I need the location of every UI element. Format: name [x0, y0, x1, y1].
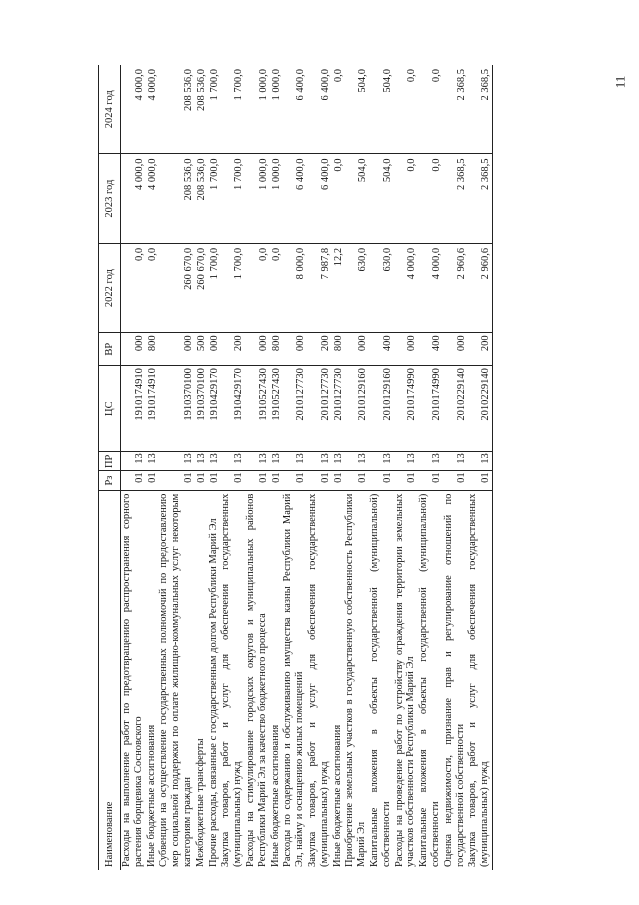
- cell-pr: 13: [270, 452, 283, 471]
- cell-name: Закупка товаров, работ и услуг для обеспечения государственных (муниципальных) нужд: [220, 493, 244, 867]
- cell-cs: 2010229140: [467, 366, 492, 452]
- table-row: [121, 65, 146, 870]
- cell-2023: 504,0: [369, 154, 394, 243]
- cell-rz: 01: [208, 471, 221, 490]
- cell-cs: 2010127730: [307, 366, 332, 452]
- cell-2023: 4 000,0: [121, 154, 146, 243]
- cell-cs: 1910174910: [146, 366, 159, 452]
- cell-2024: 6 400,0: [282, 65, 307, 154]
- cell-rz: 01: [467, 471, 492, 490]
- cell-2024: 504,0: [369, 65, 394, 154]
- table-row: [158, 65, 194, 870]
- cell-pr: 13: [369, 452, 394, 471]
- cell-rz: 01: [332, 471, 345, 490]
- cell-pr: 13: [307, 452, 332, 471]
- cell-2024: 4 000,0: [146, 65, 159, 154]
- cell-cs: 2010229140: [443, 366, 468, 452]
- cell-rz: 01: [418, 471, 443, 490]
- cell-name: Расходы на стимулирование городских округов и муниципальных районов Республики Марий Эл за качество бюджетного процесса: [244, 493, 268, 867]
- cell-name: Субвенции на осуществление государственных полномочий по предоставлению мер социальной поддержки по оплате жилищно-коммунальных услуг некоторым категориям граждан: [158, 493, 193, 867]
- cell-2023: 2 368,5: [443, 154, 468, 243]
- table-row: [467, 65, 492, 870]
- cell-2024: 208 536,0: [158, 65, 194, 154]
- cell-2022: 1 700,0: [220, 243, 245, 332]
- cell-cs: 1910429170: [208, 366, 221, 452]
- cell-vr: 200: [220, 333, 245, 366]
- cell-rz: 01: [121, 471, 146, 490]
- cell-2024: 0,0: [332, 65, 345, 154]
- cell-vr: 000: [443, 333, 468, 366]
- cell-2024: 1 700,0: [208, 65, 221, 154]
- cell-vr: 200: [467, 333, 492, 366]
- cell-vr: 200: [307, 333, 332, 366]
- table-row: [394, 65, 419, 870]
- budget-table-rotated: [98, 65, 625, 870]
- cell-pr: 13: [121, 452, 146, 471]
- cell-vr: 000: [208, 333, 221, 366]
- cell-cs: 1910174910: [121, 366, 146, 452]
- column-header-2022: 2022 год: [99, 243, 121, 332]
- cell-2022: 8 000,0: [282, 243, 307, 332]
- cell-vr: 400: [369, 333, 394, 366]
- cell-2022: 4 000,0: [394, 243, 419, 332]
- cell-2023: 6 400,0: [307, 154, 332, 243]
- cell-pr: 13: [418, 452, 443, 471]
- cell-name: Капитальные вложения в объекты государственной (муниципальной) собственности: [368, 493, 392, 867]
- cell-2022: 12,2: [332, 243, 345, 332]
- cell-2024: 504,0: [344, 65, 369, 154]
- cell-name: Закупка товаров, работ и услуг для обеспечения государственных (муниципальных) нужд: [306, 493, 330, 867]
- table-row: [146, 65, 159, 870]
- cell-name: Расходы на проведение работ по устройству ограждения территории земельных участков собственности Республики Марий Эл: [393, 493, 417, 867]
- cell-rz: 01: [307, 471, 332, 490]
- cell-2023: 0,0: [418, 154, 443, 243]
- cell-2023: 2 368,5: [467, 154, 492, 243]
- cell-cs: 2010174990: [394, 366, 419, 452]
- cell-name: Приобретение земельных участков в государственную собственность Республики Марий Эл: [344, 493, 368, 867]
- cell-2024: 2 368,5: [443, 65, 468, 154]
- cell-2022: 630,0: [369, 243, 394, 332]
- cell-rz: 01: [344, 471, 369, 490]
- column-header-name: Наименование: [99, 490, 121, 870]
- cell-name: Иные бюджетные ассигнования: [331, 724, 343, 867]
- column-header-pr: ПР: [99, 452, 121, 471]
- cell-cs: 1910370100: [195, 366, 208, 452]
- cell-pr: 13: [158, 452, 194, 471]
- cell-name: Оценка недвижимости, признание прав и регулирование отношений по государственной собственности: [442, 493, 466, 867]
- cell-vr: 800: [332, 333, 345, 366]
- cell-2022: 1 700,0: [208, 243, 221, 332]
- cell-pr: 13: [208, 452, 221, 471]
- cell-pr: 13: [220, 452, 245, 471]
- cell-rz: 01: [220, 471, 245, 490]
- cell-name: Иные бюджетные ассигнования: [269, 724, 281, 867]
- cell-cs: 1910370100: [158, 366, 194, 452]
- cell-cs: 2010129160: [369, 366, 394, 452]
- cell-cs: 1910429170: [220, 366, 245, 452]
- column-header-rz: Рз: [99, 471, 121, 490]
- cell-2022: 7 987,8: [307, 243, 332, 332]
- column-header-cs: ЦС: [99, 366, 121, 452]
- header-row: [99, 65, 121, 870]
- cell-vr: 400: [418, 333, 443, 366]
- cell-cs: 2010127730: [282, 366, 307, 452]
- budget-table: [98, 65, 493, 870]
- cell-pr: 13: [282, 452, 307, 471]
- column-header-2024: 2024 год: [99, 65, 121, 154]
- table-row: [418, 65, 443, 870]
- cell-cs: 2010174990: [418, 366, 443, 452]
- cell-2023: 1 000,0: [270, 154, 283, 243]
- cell-2023: 0,0: [394, 154, 419, 243]
- page-number: 11: [612, 75, 628, 89]
- cell-2023: 6 400,0: [282, 154, 307, 243]
- cell-2024: 208 536,0: [195, 65, 208, 154]
- cell-rz: 01: [195, 471, 208, 490]
- cell-vr: 800: [146, 333, 159, 366]
- cell-name: Капитальные вложения в объекты государственной (муниципальной) собственности: [418, 493, 441, 867]
- cell-rz: 01: [443, 471, 468, 490]
- cell-2023: 208 536,0: [195, 154, 208, 243]
- cell-name: Межбюджетные трансферты: [194, 738, 206, 867]
- cell-2022: 0,0: [270, 243, 283, 332]
- cell-2022: 2 960,6: [467, 243, 492, 332]
- table-row: [282, 65, 307, 870]
- table-row: [195, 65, 208, 870]
- cell-vr: 000: [282, 333, 307, 366]
- table-row: [208, 65, 221, 870]
- cell-name: Расходы на выполнение работ по предотвращению распространения сорного растения борщевика Сосновского: [121, 493, 144, 867]
- cell-2022: 0,0: [245, 243, 270, 332]
- cell-2024: 1 000,0: [245, 65, 270, 154]
- column-header-2023: 2023 год: [99, 154, 121, 243]
- cell-rz: 01: [245, 471, 270, 490]
- cell-vr: 000: [344, 333, 369, 366]
- cell-name: Иные бюджетные ассигнования: [145, 724, 157, 867]
- table-row: [443, 65, 468, 870]
- cell-2024: 0,0: [418, 65, 443, 154]
- table-row: [270, 65, 283, 870]
- column-header-vr: ВР: [99, 333, 121, 366]
- cell-2022: 630,0: [344, 243, 369, 332]
- cell-2023: 504,0: [344, 154, 369, 243]
- cell-pr: 13: [467, 452, 492, 471]
- cell-rz: 01: [369, 471, 394, 490]
- cell-cs: 1910527430: [245, 366, 270, 452]
- cell-2024: 1 000,0: [270, 65, 283, 154]
- cell-rz: 01: [146, 471, 159, 490]
- cell-vr: 000: [394, 333, 419, 366]
- table-row: [344, 65, 369, 870]
- cell-2022: 260 670,0: [158, 243, 194, 332]
- cell-rz: 01: [270, 471, 283, 490]
- cell-vr: 000: [158, 333, 194, 366]
- cell-2024: 4 000,0: [121, 65, 146, 154]
- cell-pr: 13: [344, 452, 369, 471]
- table-row: [220, 65, 245, 870]
- cell-2022: 4 000,0: [418, 243, 443, 332]
- cell-pr: 13: [146, 452, 159, 471]
- table-row: [369, 65, 394, 870]
- cell-cs: 1910527430: [270, 366, 283, 452]
- cell-pr: 13: [245, 452, 270, 471]
- table-header: [99, 65, 121, 870]
- cell-2023: 1 000,0: [245, 154, 270, 243]
- table-row: [332, 65, 345, 870]
- cell-2022: 0,0: [146, 243, 159, 332]
- cell-2024: 1 700,0: [220, 65, 245, 154]
- cell-2023: 1 700,0: [220, 154, 245, 243]
- cell-2022: 260 670,0: [195, 243, 208, 332]
- table-body: [121, 65, 493, 870]
- cell-2022: 0,0: [121, 243, 146, 332]
- cell-2024: 2 368,5: [467, 65, 492, 154]
- cell-pr: 13: [443, 452, 468, 471]
- cell-cs: 2010127730: [332, 366, 345, 452]
- table-row: [245, 65, 270, 870]
- cell-rz: 01: [158, 471, 194, 490]
- cell-name: Прочие расходы, связанные с государственным долгом Республики Марий Эл: [207, 518, 219, 867]
- cell-2024: 6 400,0: [307, 65, 332, 154]
- cell-pr: 13: [332, 452, 345, 471]
- cell-name: Расходы по содержанию и обслуживанию имущества казны Республики Марий Эл, найму и оснащению жилых помещений: [282, 493, 306, 867]
- cell-2023: 4 000,0: [146, 154, 159, 243]
- cell-vr: 500: [195, 333, 208, 366]
- cell-pr: 13: [195, 452, 208, 471]
- cell-cs: 2010129160: [344, 366, 369, 452]
- cell-rz: 01: [282, 471, 307, 490]
- table-row: [307, 65, 332, 870]
- cell-rz: 01: [394, 471, 419, 490]
- cell-2023: 0,0: [332, 154, 345, 243]
- cell-name: Закупка товаров, работ и услуг для обеспечения государственных (муниципальных) нужд: [467, 490, 492, 870]
- cell-vr: 000: [245, 333, 270, 366]
- cell-2024: 0,0: [394, 65, 419, 154]
- cell-2023: 208 536,0: [158, 154, 194, 243]
- cell-vr: 000: [121, 333, 146, 366]
- cell-2023: 1 700,0: [208, 154, 221, 243]
- cell-pr: 13: [394, 452, 419, 471]
- cell-2022: 2 960,6: [443, 243, 468, 332]
- cell-vr: 800: [270, 333, 283, 366]
